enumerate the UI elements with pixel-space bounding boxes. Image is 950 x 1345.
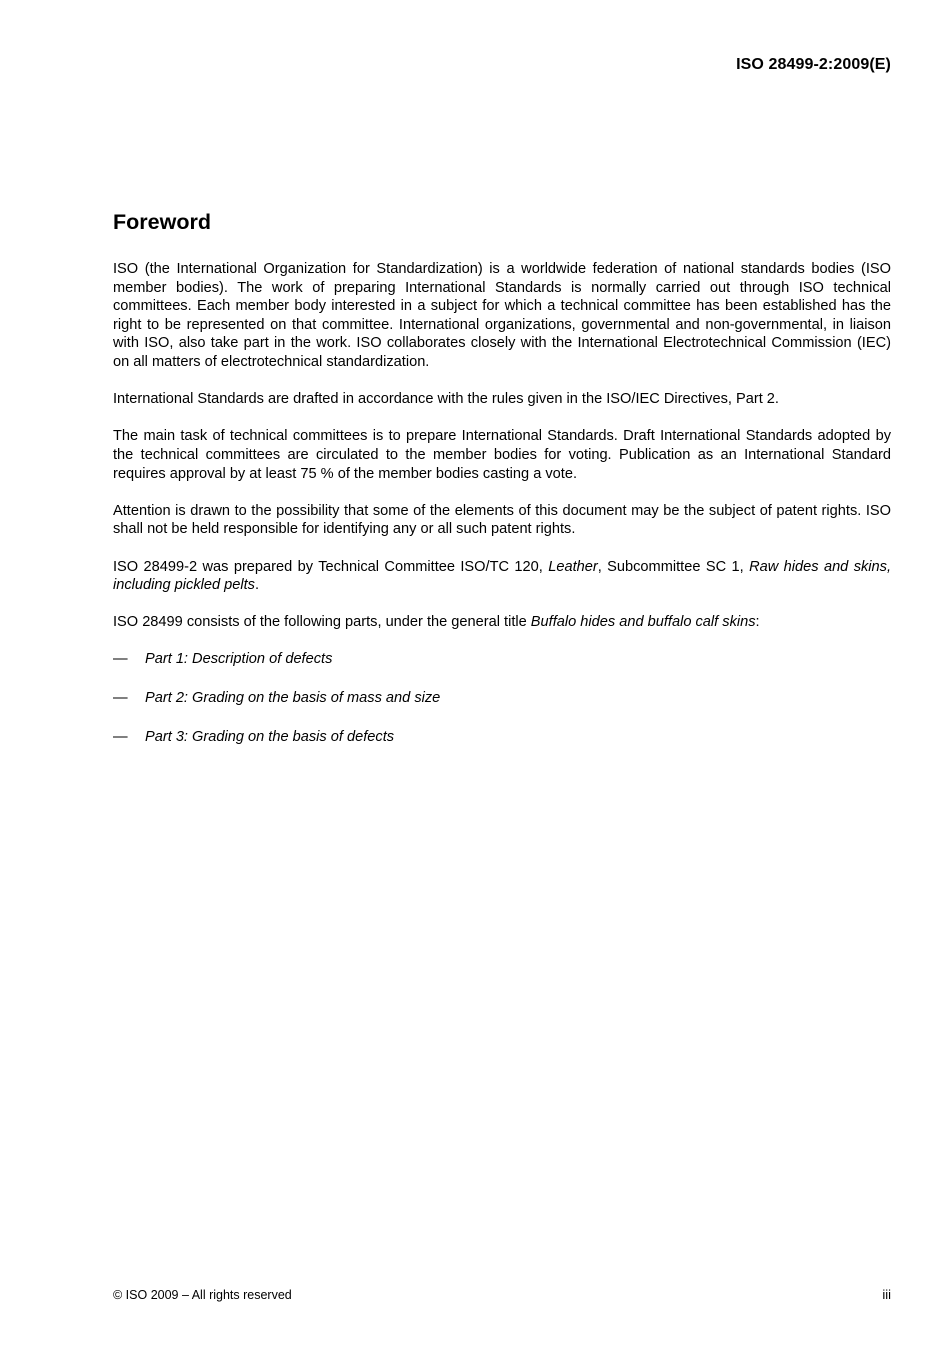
parts-intro-text-a: ISO 28499 consists of the following parts, under the general title — [113, 614, 531, 631]
dash-bullet: — — [113, 651, 128, 668]
foreword-section — [113, 207, 891, 767]
prepared-by-text-a: ISO 28499-2 was prepared by Technical Committee ISO/TC 120, — [113, 558, 549, 575]
parts-list — [113, 650, 891, 747]
committee-name: Leather — [548, 558, 598, 575]
part-title: Part 1: Description of defects — [145, 651, 333, 668]
paragraph-directives: International Standards are drafted in accordance with the rules given in the ISO/IEC Directives, Part 2. — [113, 391, 779, 408]
copyright-notice: © ISO 2009 – All rights reserved — [113, 1288, 292, 1302]
page-number: iii — [882, 1287, 891, 1302]
paragraph-prepared-by — [113, 558, 891, 595]
parts-intro-text-b: : — [755, 614, 760, 631]
list-item — [113, 728, 891, 747]
paragraph-committee-task: The main task of technical committees is to prepare International Standards. Draft International Standards adopted by the technical committees are circulated to the member bodies for voting. Publication as an International Standard requires approval by at least 75 % of the member bodies casting a vote. — [113, 428, 891, 482]
subcommittee-name: Raw hides and skins, including pickled pelts — [113, 558, 891, 594]
list-item — [113, 650, 891, 669]
dash-bullet: — — [113, 729, 128, 746]
list-item — [113, 689, 891, 708]
general-title: Buffalo hides and buffalo calf skins — [530, 614, 756, 631]
prepared-by-text-b: , Subcommittee SC 1, — [597, 558, 750, 575]
document-id: ISO 28499-2:2009(E) — [736, 56, 891, 73]
paragraph-patent-rights: Attention is drawn to the possibility that some of the elements of this document may be the subject of patent rights. ISO shall not be held responsible for identifying any or all such patent rights. — [113, 502, 891, 538]
part-title: Part 2: Grading on the basis of mass and size — [145, 690, 441, 707]
foreword-heading: Foreword — [113, 210, 211, 234]
prepared-by-text-c: . — [254, 577, 260, 594]
paragraph-parts-intro — [113, 613, 891, 632]
paragraph-iso-overview: ISO (the International Organization for Standardization) is a worldwide federation of national standards bodies (ISO member bodies). The work of preparing International Standards is normally carried out through ISO technical committees. Each member body interested in a subject for which a technical committee has been established has the right to be represented on that committee. International organizations, governmental and non-governmental, in liaison with ISO, also take part in the work. ISO collaborates closely with the International Electrotechnical Commission (IEC) on all matters of electrotechnical standardization. — [113, 261, 891, 370]
dash-bullet: — — [113, 690, 128, 707]
part-title: Part 3: Grading on the basis of defects — [145, 729, 395, 746]
